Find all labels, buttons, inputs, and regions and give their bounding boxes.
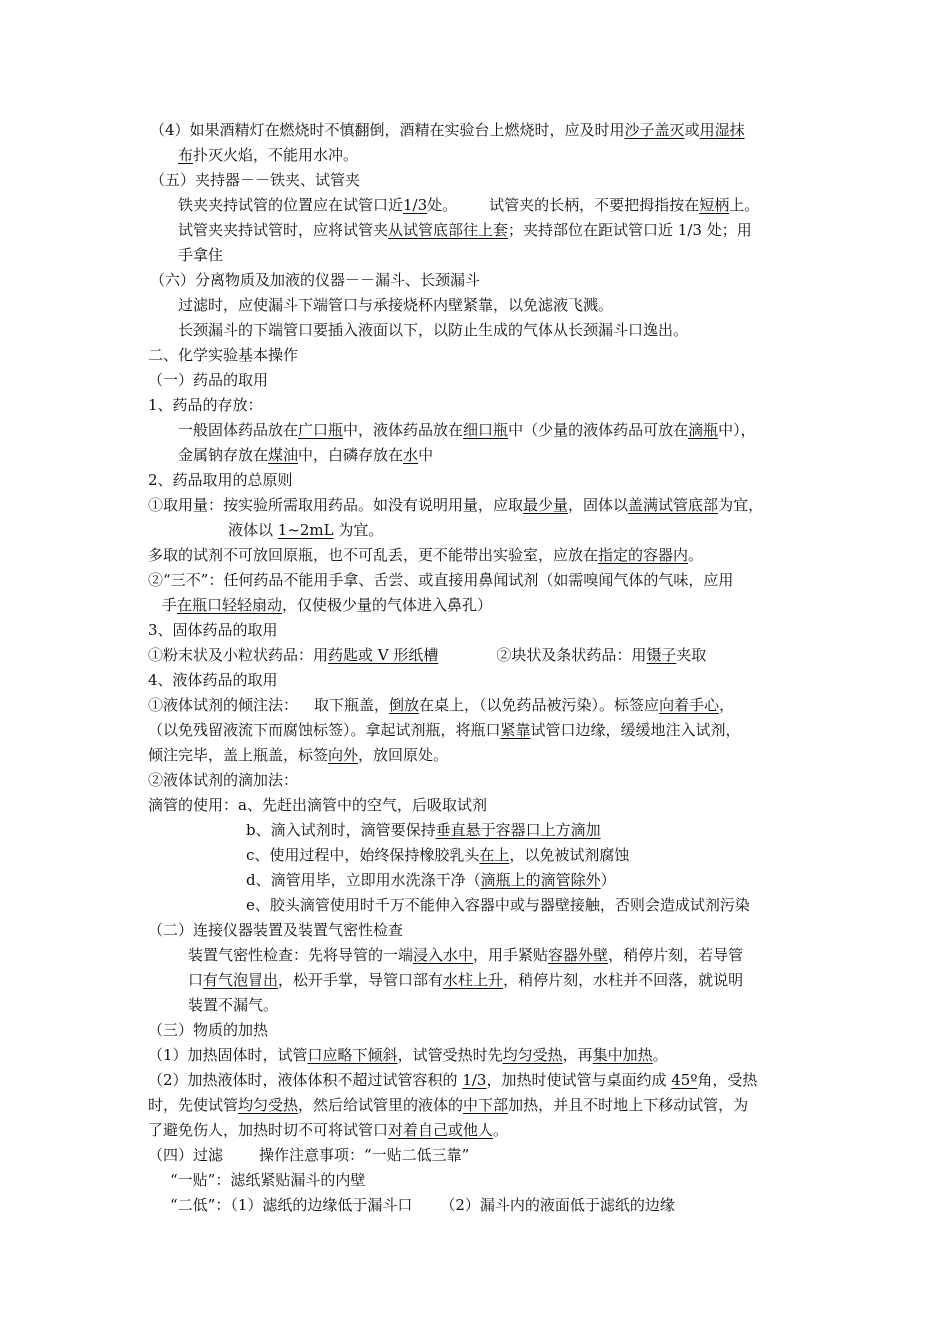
text-line: 过滤时，应使漏斗下端管口与承接烧杯内壁紧靠，以免滤液飞溅。 [178,296,614,314]
text-line: 长颈漏斗的下端管口要插入液面以下，以防止生成的气体从长颈漏斗口逸出。 [178,321,689,339]
text-line: （2）加热液体时，液体体积不超过试管容积的 1/3，加热时使试管与桌面约成 45º角，受热 [148,1071,758,1089]
section-heading: 4、液体药品的取用 [148,671,278,689]
text-line: “一贴”：滤纸紧贴漏斗的内壁 [170,1171,366,1189]
section-heading: （一）药品的取用 [148,371,269,389]
text-line: “二低”：（1）滤纸的边缘低于漏斗口 （2）漏斗内的液面低于滤纸的边缘 [170,1196,675,1214]
text-line: 时，先使试管均匀受热，然后给试管里的液体的中下部加热，并且不时地上下移动试管，为 [148,1096,749,1114]
section-heading: （三）物质的加热 [148,1021,269,1039]
text-line: 滴管的使用：a、先赶出滴管中的空气，后吸取试剂 [148,796,487,814]
section-heading: 3、固体药品的取用 [148,621,278,639]
text-line: ①粉末状及小粒状药品：用药匙或 V 形纸槽 ②块状及条状药品：用镊子夹取 [148,646,707,664]
text-line: （以免残留液流下而腐蚀标签）。拿起试剂瓶，将瓶口紧靠试管口边缘，缓缓地注入试剂， [148,721,741,739]
section-heading: （二）连接仪器装置及装置气密性检查 [148,921,404,939]
text-line: ①取用量：按实验所需取用药品。如没有说明用量，应取最少量，固体以盖满试管底部为宜， [148,496,764,514]
section-heading: （六）分离物质及加液的仪器－－漏斗、长颈漏斗 [150,271,481,289]
text-line: 铁夹夹持试管的位置应在试管口近1/3处。 试管夹的长柄，不要把拇指按在短柄上。 [178,196,760,214]
text-line: 布扑灭火焰，不能用水冲。 [178,146,359,164]
text-line: 一般固体药品放在广口瓶中，液体药品放在细口瓶中（少量的液体药品可放在滴瓶中）， [178,421,756,439]
section-heading: 二、化学实验基本操作 [148,346,299,364]
text-line: c、使用过程中，始终保持橡胶乳头在上，以免被试剂腐蚀 [246,846,630,864]
text-line: （4）如果酒精灯在燃烧时不慎翻倒，酒精在实验台上燃烧时，应及时用沙子盖灭或用湿抹 [150,121,745,139]
section-heading: 2、药品取用的总原则 [148,471,293,489]
text-line: d、滴管用毕，立即用水洗涤干净（滴瓶上的滴管除外） [246,871,616,889]
text-line: 液体以 1~2mL 为宜。 [228,521,384,539]
text-line: 多取的试剂不可放回原瓶，也不可乱丢，更不能带出实验室，应放在指定的容器内。 [148,546,704,564]
section-heading: 1、药品的存放： [148,396,263,414]
text-line: 手拿住 [178,246,224,264]
section-heading: （四）过滤 操作注意事项：“一贴二低三靠” [148,1146,470,1164]
text-line: ②“三不”：任何药品不能用手拿、舌尝、或直接用鼻闻试剂（如需嗅闻气体的气味，应用 [148,571,734,589]
text-line: 口有气泡冒出，松开手掌，导管口部有水柱上升，稍停片刻，水柱并不回落，就说明 [188,971,744,989]
text-line: e、胶头滴管使用时千万不能伸入容器中或与器壁接触，否则会造成试剂污染 [246,896,750,914]
text-line: 试管夹夹持试管时，应将试管夹从试管底部往上套；夹持部位在距试管口近 1/3 处；用 [178,221,752,239]
text-line: ①液体试剂的倾注法： 取下瓶盖，倒放在桌上，（以免药品被污染）。标签应向着手心， [148,696,735,714]
text-line: 装置不漏气。 [188,996,279,1014]
text-line: （1）加热固体时，试管口应略下倾斜，试管受热时先均匀受热，再集中加热。 [148,1046,668,1064]
text-line: b、滴入试剂时，滴管要保持垂直悬于容器口上方滴加 [246,821,601,839]
text-line: ②液体试剂的滴加法： [148,771,299,789]
text-line: 手在瓶口轻轻扇动，仅使极少量的气体进入鼻孔） [162,596,493,614]
text-line: 了避免伤人，加热时切不可将试管口对着自己或他人。 [148,1121,509,1139]
section-heading: （五）夹持器－－铁夹、试管夹 [150,171,361,189]
text-line: 装置气密性检查：先将导管的一端浸入水中，用手紧贴容器外壁，稍停片刻，若导管 [188,946,744,964]
text-line: 金属钠存放在煤油中，白磷存放在水中 [178,446,434,464]
text-line: 倾注完毕，盖上瓶盖，标签向外，放回原处。 [148,746,449,764]
